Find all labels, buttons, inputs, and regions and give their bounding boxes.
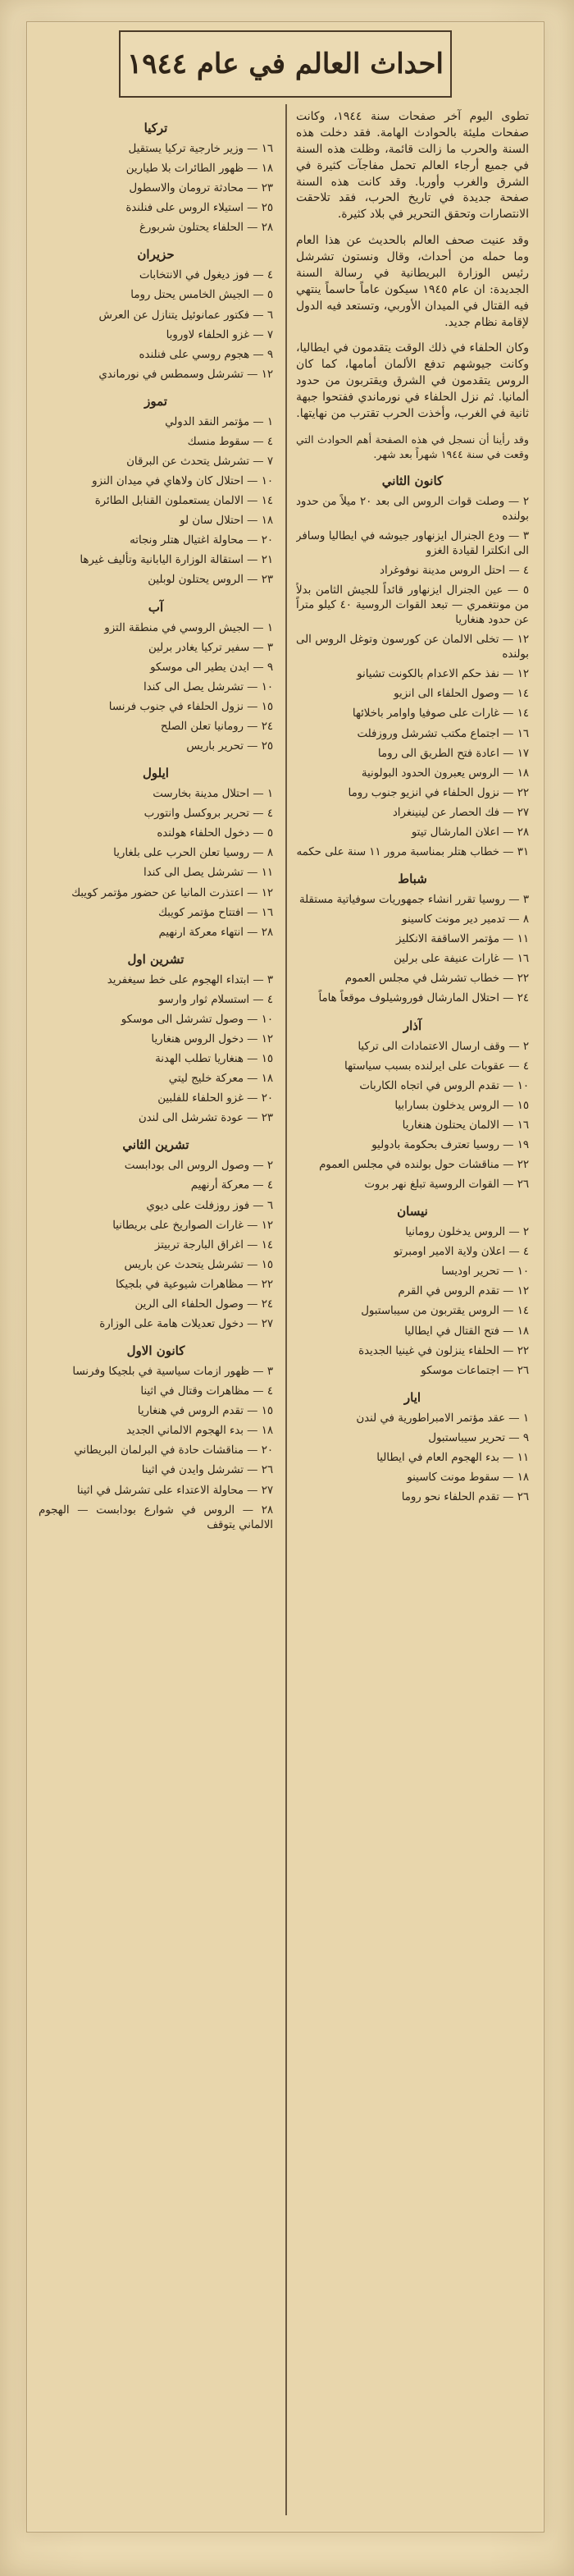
left-event-7-5: ١٤ — اغراق البارجة تربيتز [154,1238,273,1251]
left-event-7-1: ٢ — وصول الروس الى بودابست [124,1160,273,1173]
right-event-1-9: ١٦ — اجتماع مكتب تشرشل وروزفلت [357,727,529,740]
right-event-3-4: ١٥ — الروس يدخلون بسارابيا [394,1099,529,1112]
left-section-title-4: آب [148,599,164,615]
right-event-5-4: ١٨ — سقوط مونت كاسينو [407,1471,529,1485]
right-event-5-2: ٩ — تحرير سيباستبول [428,1431,529,1444]
left-event-3-6: ١٨ — احتلال سان لو [180,515,273,528]
left-event-1-3: ٢٣ — محادثة ترومان والاسطول [129,182,273,195]
right-event-1-4: ٥ — عين الجنرال ايزنهاور قائداً للجيش الثامن بدلاً من مونتغمري — تبعد القوات الروسية ٤٠ كيلو متراً عن حدود هنغاريا [296,583,529,627]
left-event-6-8: ٢٣ — عودة تشرشل الى لندن [138,1112,273,1125]
left-event-8-5: ٢٠ — مناقشات حادة في البرلمان البريطاني [74,1444,273,1457]
left-event-1-2: ١٨ — ظهور الطائرات بلا طيارين [125,162,273,176]
left-event-3-4: ١٠ — احتلال كان ولاهاي في ميدان النزو [92,475,273,488]
left-event-2-3: ٦ — فكتور عمانوئيل يتنازل عن العرش [98,309,273,322]
left-event-7-2: ٤ — معركة أرنهيم [190,1179,273,1192]
intro-paragraph-4: وقد رأينا أن نسجل في هذه الصفحة أهم الحوادث التي وقعت في سنة ١٩٤٤ شهراً بعد شهر. [296,432,529,460]
left-event-1-4: ٢٥ — استيلاء الروس على فنلندة [125,202,273,215]
right-event-4-5: ١٤ — الروس يقتربون من سيباستبول [361,1305,529,1318]
left-event-5-7: ١٦ — افتتاح مؤتمر كويبك [157,906,273,919]
left-event-7-8: ٢٤ — وصول الحلفاء الى الرين [134,1297,273,1311]
right-event-3-2: ٤ — عقوبات على ايرلنده بسبب سياستها [344,1059,529,1073]
left-event-4-3: ٩ — ايدن يطير الى موسكو [150,661,273,674]
right-event-3-7: ٢٢ — مناقشات حول بولنده في مجلس العموم [319,1159,529,1171]
right-event-5-5: ٢٦ — تقدم الحلفاء نحو روما [401,1491,529,1504]
right-event-1-11: ١٨ — الروس يعبرون الحدود البولونية [361,766,529,780]
headline-text: احداث العالم في عام ١٩٤٤ [126,48,444,80]
left-event-5-2: ٤ — تحرير بروكسل وانتورب [144,808,273,821]
left-event-2-4: ٧ — غزو الحلفاء لاوروبا [166,328,273,341]
right-event-1-10: ١٧ — اعادة فتح الطريق الى روما [377,747,529,760]
left-section-title-2: حزيران [137,247,175,263]
right-event-2-4: ١٦ — غارات عنيفة على برلين [394,953,529,966]
intro-paragraph-1: تطوى اليوم آخر صفحات سنة ١٩٤٤، وكانت صفحات مليئة بالحوادث الهامة. فقد دخلت هذه السنة والحرب ما زالت قائمة، وظلت هذه السنة في جميع أرجاء العالم تحمل مفاجآت كثيرة في الشرق والغرب وأوربا. وقد كانت هذه السنة صفحة جديدة في تاريخ الحرب، فقد تلاحقت الانتصارات وتحقق التحرير في بلاد كثيرة. [296,110,529,222]
right-section-title-5: ايار [403,1389,421,1405]
headline-box [119,30,452,98]
left-event-8-3: ١٥ — تقدم الروس في هنغاريا [137,1405,273,1418]
left-event-5-3: ٥ — دخول الحلفاء هولنده [157,827,273,840]
left-event-2-2: ٥ — الجيش الخامس يحتل روما [130,289,273,302]
left-event-7-7: ٢٢ — مظاهرات شيوعية في بلجيكا [116,1278,273,1291]
right-event-1-1: ٢ — وصلت قوات الروس الى بعد ٢٠ ميلاً من حدود بولنده [296,495,529,523]
right-event-1-8: ١٤ — غارات على صوفيا واوامر باخلائها [352,707,529,721]
right-event-2-6: ٢٤ — احتلال المارشال فوروشيلوف موقعاً هاماً [318,992,529,1005]
left-section-title-7: تشرين الثاني [122,1137,189,1153]
left-event-6-6: ١٨ — معركة خليج ليتي [168,1073,273,1086]
left-section-title-1: تركيا [144,121,168,135]
right-event-1-12: ٢٢ — نزول الحلفاء في انزيو جنوب روما [348,786,529,799]
left-event-4-7: ٢٥ — تحرير باريس [186,740,273,753]
right-section-title-1: كانون الثاني [381,473,444,488]
right-event-3-3: ١٠ — تقدم الروس في اتجاه الكاربات [359,1079,529,1092]
right-event-2-2: ٨ — تدمير دير مونت كاسينو [402,913,529,927]
right-event-1-15: ٣١ — خطاب هتلر بمناسبة مرور ١١ سنة على حكمه [296,845,529,858]
left-event-7-4: ١٢ — غارات الصواريخ على بريطانيا [112,1219,273,1232]
right-event-3-8: ٢٦ — القوات الروسية تبلغ نهر بروت [364,1178,529,1192]
left-event-4-6: ٢٤ — رومانيا تعلن الصلح [160,720,273,733]
left-section-title-6: تشرين اول [127,951,184,967]
left-event-8-7: ٢٧ — محاولة الاعتداء على تشرشل في اثينا [76,1484,273,1497]
left-event-4-1: ١ — الجيش الروسي في منطقة التزو [104,621,273,634]
left-event-4-5: ١٥ — نزول الحلفاء في جنوب فرنسا [108,700,273,713]
left-event-5-8: ٢٨ — انتهاء معركة ارنهيم [158,926,273,939]
left-event-8-4: ١٨ — بدء الهجوم الالماني الجديد [125,1425,273,1438]
right-event-3-6: ١٩ — روسيا تعترف بحكومة بادوليو [371,1138,529,1151]
right-event-1-6: ١٢ — نفذ حكم الاعدام بالكونت تشيانو [357,668,529,681]
left-event-1-1: ١٦ — وزير خارجية تركيا يستقيل [128,143,273,155]
newspaper-clipping [26,21,544,2533]
right-event-1-13: ٢٧ — فك الحصار عن لينينغراد [392,806,529,819]
right-column [296,109,529,2512]
column-divider [285,104,287,2515]
left-event-2-5: ٩ — هجوم روسي على فنلنده [139,348,273,361]
left-section-title-5: ايلول [143,766,169,781]
right-event-4-4: ١٢ — تقدم الروس في القرم [398,1285,529,1298]
right-event-4-7: ٢٢ — الحلفاء ينزلون في غينيا الجديدة [358,1344,529,1357]
right-event-5-3: ١١ — بدء الهجوم العام في ايطاليا [376,1451,529,1464]
right-event-3-1: ٢ — وقف ارسال الاعتمادات الى تركيا [358,1040,529,1053]
right-event-4-2: ٤ — اعلان ولاية الامير اومبرتو [394,1246,529,1259]
left-section-title-3: تموز [144,393,167,409]
left-event-6-1: ٣ — ابتداء الهجوم على خط سيغفريد [107,973,273,986]
left-event-7-6: ١٥ — تشرشل يتحدث عن باريس [124,1258,273,1271]
left-event-5-5: ١١ — تشرشل يصل الى كندا [144,867,273,880]
left-event-5-4: ٨ — روسيا تعلن الحرب على بلغاريا [113,847,273,860]
right-event-1-3: ٤ — احتل الروس مدينة نوفوغراد [380,564,529,577]
left-event-7-9: ٢٧ — دخول تعديلات هامة على الوزارة [99,1317,273,1330]
left-event-8-2: ٤ — مظاهرات وقتال في اثينا [140,1385,273,1398]
left-event-3-7: ٢٠ — محاولة اغتيال هتلر ونجاته [130,534,273,547]
right-section-title-2: شباط [398,872,427,887]
left-column [39,109,273,2512]
right-event-4-3: ١٠ — تحرير اوديسا [441,1265,529,1279]
left-event-6-3: ١٠ — وصول تشرشل الى موسكو [121,1013,273,1026]
left-event-3-1: ١ — مؤتمر النقد الدولي [165,415,273,428]
intro-paragraph-3: وكان الحلفاء في ذلك الوقت يتقدمون في ايطاليا، وكانت جيوشهم تدفع الألمان أمامها، كما كان الروس يتقدمون في الشرق ويقتربون من حدود ألمانيا. ثم نزل الحلفاء في نورماندي ففتحوا جبهة ثانية في الغرب، وأخذت الحرب تقترب من نهايتها. [296,341,529,420]
left-event-3-5: ١٤ — الالمان يستعملون القنابل الطائرة [94,495,273,508]
right-event-1-14: ٢٨ — اعلان المارشال تيتو [411,826,529,839]
left-event-8-8: ٢٨ — الروس في شوارع بودابست — الهجوم الالماني يتوقف [39,1503,273,1531]
left-event-2-6: ١٢ — تشرشل وسمطس في نورماندي [98,368,273,381]
left-event-6-2: ٤ — استسلام ثوار وارسو [158,993,273,1006]
right-event-1-5: ١٢ — تخلى الالمان عن كورسون وتوغل الروس الى بولنده [296,634,529,661]
right-event-5-1: ١ — عقد مؤتمر الامبراطورية في لندن [356,1412,529,1425]
right-event-2-5: ٢٢ — خطاب تشرشل في مجلس العموم [344,972,529,986]
left-event-8-1: ٣ — ظهور ازمات سياسية في بلجيكا وفرنسا [72,1366,273,1379]
right-event-3-5: ١٦ — الالمان يحتلون هنغاريا [402,1119,529,1132]
left-event-6-5: ١٥ — هنغاريا تطلب الهدنة [155,1053,273,1066]
left-event-3-3: ٧ — تشرشل يتحدث عن البرقان [126,455,273,469]
right-event-4-1: ٢ — الروس يدخلون رومانيا [405,1226,529,1239]
left-event-4-4: ١٠ — تشرشل يصل الى كندا [144,680,273,693]
left-event-5-6: ١٢ — اعتذرت المانيا عن حضور مؤتمر كويبك [71,886,273,899]
right-event-4-8: ٢٦ — اجتماعات موسكو [421,1364,529,1377]
left-section-title-8: كانون الاول [126,1343,185,1359]
left-event-5-1: ١ — احتلال مدينة بخارست [153,788,273,801]
left-event-3-9: ٢٣ — الروس يحتلون لوبلين [148,574,273,587]
right-event-1-2: ٣ — ودع الجنرال ايزنهاور جيوشه في ايطاليا وسافر الى انكلترا لقيادة الغزو [296,529,529,557]
left-event-8-6: ٢٦ — تشرشل وايدن في اثينا [141,1464,273,1477]
left-event-6-4: ١٢ — دخول الروس هنغاريا [151,1032,273,1045]
left-event-3-8: ٢١ — استقالة الوزارة اليابانية وتأليف غيرها [80,554,273,567]
right-event-4-6: ١٨ — فتح القتال في ايطاليا [404,1325,529,1338]
right-event-2-3: ١١ — مؤتمر الاساقفة الانكليز [396,933,529,946]
right-event-1-7: ١٤ — وصول الحلفاء الى انزيو [394,688,529,701]
left-event-3-2: ٤ — سقوط منسك [187,435,273,448]
right-event-2-1: ٣ — روسيا تقرر انشاء جمهوريات سوفياتية مستقلة [299,894,529,907]
right-section-title-3: آذار [403,1018,422,1033]
intro-paragraph-2: وقد عنيت صحف العالم بالحديث عن هذا العام وما حمله من أحداث، وقال ونستون تشرشل رئيس الوزارة البريطانية في رسالة السنة الجديدة: ان عام ١٩٤٥ سيكون عاماً حاسماً ينتهي فيه القتال في الميدان الأوربي، وتستعد فيه الدول لإقامة نظام جديد. [296,234,529,329]
left-event-7-3: ٦ — فوز روزفلت على ديوي [146,1199,273,1212]
left-event-4-2: ٣ — سفير تركيا يغادر برلين [148,641,273,654]
left-event-2-1: ٤ — فوز ديغول في الانتخابات [139,269,273,282]
right-section-title-4: نيسان [397,1204,428,1219]
left-event-1-5: ٢٨ — الحلفاء يحتلون شربورغ [139,222,273,235]
left-event-6-7: ٢٠ — غزو الحلفاء للفلبين [157,1092,273,1105]
